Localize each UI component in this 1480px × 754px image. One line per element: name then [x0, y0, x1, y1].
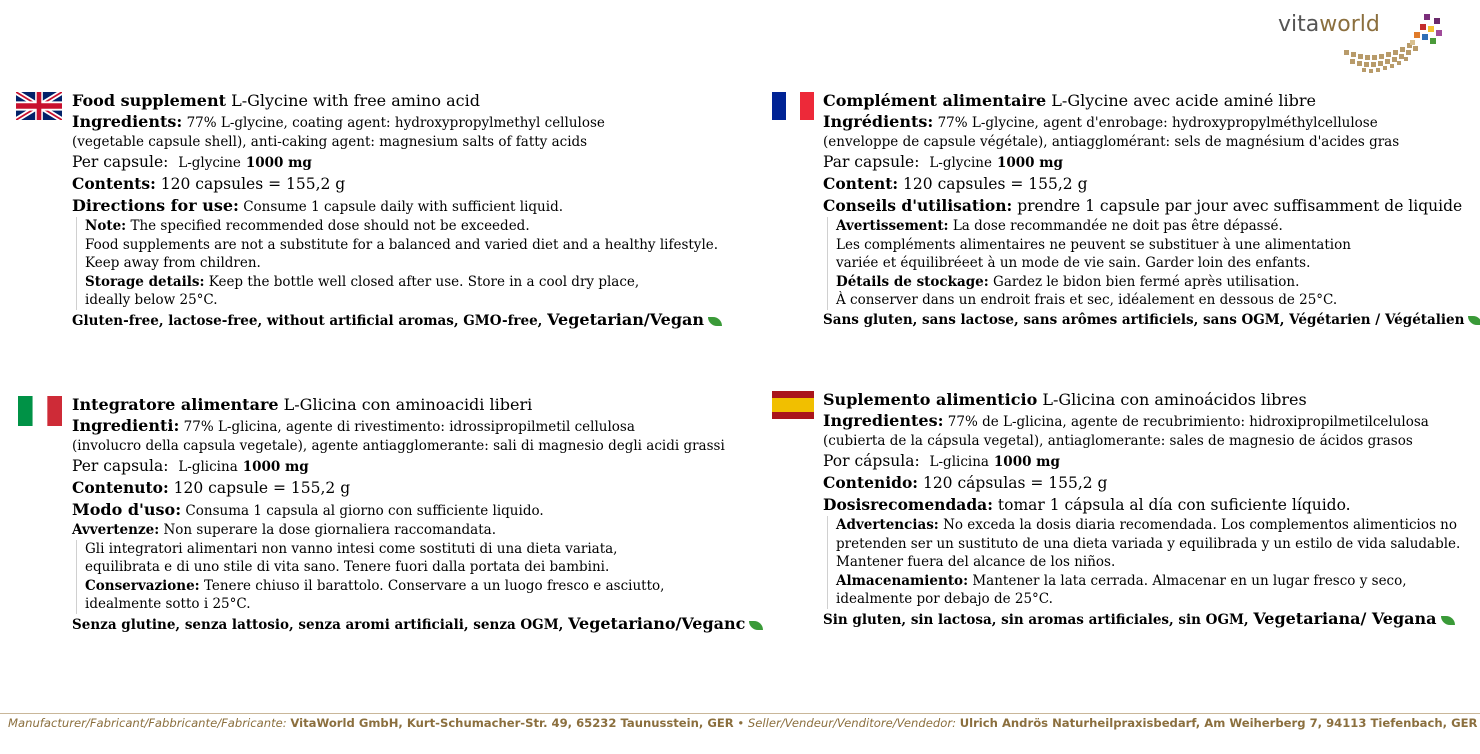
logo-text-vita: vita	[1278, 12, 1320, 37]
seller-value: Ulrich Andrös Naturheilpraxisbedarf, Am Weiherberg 7, 94113 Tiefenbach, GER	[959, 716, 1478, 730]
per-capsule: Per capsule: L-glycine 1000 mg	[72, 153, 312, 171]
per-capsule: Por cápsula: L-glicina 1000 mg	[823, 452, 1060, 470]
leaf-icon	[708, 317, 722, 326]
leaf-icon	[1441, 616, 1455, 625]
ingredients: Ingredientes: 77% de L-glicina, agente de recubrimiento: hidroxipropilmetilcelulosa	[823, 411, 1429, 430]
directions: Dosisrecomendada: tomar 1 cápsula al día con suficiente líquido.	[823, 495, 1351, 514]
ingredients: Ingrédients: 77% L-glycine, agent d'enrobage: hydroxypropylméthylcellulose	[823, 112, 1378, 131]
seller-label: Seller/Vendeur/Venditore/Vendedor:	[747, 716, 960, 730]
spain-flag-icon	[772, 391, 814, 419]
ingredients: Ingredienti: 77% L-glicina, agente di rivestimento: idrossipropilmetil cellulosa	[72, 416, 635, 435]
notes: Note: The specified recommended dose should not be exceeded. Food supplements are not a substitute for a balanced and varied diet and a healthy lifestyle. Keep away from children. Storage details: Keep the bottle well closed after use. Store in a cool dry place, ideally below 25°C.	[76, 217, 792, 310]
leaf-icon	[1468, 316, 1480, 325]
diet-info: Sans gluten, sans lactose, sans arômes artificiels, sans OGM, Végétarien / Végétalien	[823, 310, 1473, 330]
notes: Advertencias: No exceda la dosis diaria recomendada. Los complementos alimenticios no pretenden ser un sustituto de una dieta variada y equilibrada y un estilo de vida saludable. Mantener fuera del alcance de los niños. Almacenamiento: Mantener la lata cerrada. Almacenar en un lugar fresco y seco, idealmente por debajo de 25°C.	[827, 516, 1473, 609]
contents: Contents: 120 capsules = 155,2 g	[72, 174, 346, 193]
notes: Gli integratori alimentari non vanno intesi come sostituti di una dieta variata, equilibrata e di uno stile di vita sano. Tenere fuori dalla portata dei bambini. Conservazione: Tenere chiuso il barattolo. Conservare a un luogo fresco e asciutto, idealmente sotto i 25°C.	[76, 540, 792, 614]
france-flag-icon	[772, 92, 814, 120]
ingredients-cont: (vegetable capsule shell), anti-caking agent: magnesium salts of fatty acids	[72, 134, 588, 150]
contents: Contenuto: 120 capsule = 155,2 g	[72, 478, 351, 497]
contents: Content: 120 capsules = 155,2 g	[823, 174, 1088, 193]
manufacturer-label: Manufacturer/Fabricant/Fabbricante/Fabricante:	[8, 716, 291, 730]
contents: Contenido: 120 cápsulas = 155,2 g	[823, 473, 1108, 492]
diet-info: Sin gluten, sin lactosa, sin aromas artificiales, sin OGM, Vegetariana/ Vegana	[823, 609, 1473, 630]
italian-section	[72, 394, 792, 635]
per-capsule: Par capsule: L-glycine 1000 mg	[823, 153, 1063, 171]
product-title: Complément alimentaire L-Glycine avec acide aminé libre	[823, 91, 1316, 110]
ingredients-cont: (cubierta de la cápsula vegetal), antiaglomerante: sales de magnesio de ácidos grasos	[823, 433, 1413, 449]
logo-text-world: world	[1319, 12, 1380, 37]
directions: Conseils d'utilisation: prendre 1 capsule par jour avec suffisamment de liquide	[823, 196, 1463, 215]
directions: Modo d'uso: Consuma 1 capsula al giorno con sufficiente liquido.	[72, 500, 544, 519]
product-title: Integratore alimentare L-Glicina con aminoacidi liberi	[72, 395, 533, 414]
footer	[8, 716, 1477, 730]
spanish-section	[823, 389, 1473, 630]
per-capsule: Per capsula: L-glicina 1000 mg	[72, 457, 309, 475]
warning: Avvertenze: Non superare la dose giornaliera raccomandata.	[72, 522, 496, 538]
diet-info: Gluten-free, lactose-free, without artificial aromas, GMO-free, Vegetarian/Vegan	[72, 310, 792, 331]
notes: Avertissement: La dose recommandée ne doit pas être dépassé. Les compléments alimentaires ne peuvent se substituer à une alimentation variée et équilibréeet à un mode de vie sain. Garder loin des enfants. Détails de stockage: Gardez le bidon bien fermé après utilisation. À conserver dans un endroit frais et sec, idéalement en dessous de 25°C.	[827, 217, 1473, 310]
manufacturer-value: VitaWorld GmbH, Kurt-Schumacher-Str. 49, 65232 Taunusstein, GER	[290, 716, 734, 730]
uk-flag-icon	[16, 92, 62, 120]
footer-separator: •	[733, 716, 748, 730]
product-title: Suplemento alimenticio L-Glicina con aminoácidos libres	[823, 390, 1307, 409]
english-section	[72, 90, 792, 331]
product-title: Food supplement L-Glycine with free amino acid	[72, 91, 480, 110]
vitaworld-logo	[1272, 6, 1452, 76]
footer-divider	[0, 713, 1480, 714]
ingredients-cont: (involucro della capsula vegetale), agente antiagglomerante: sali di magnesio degli acidi grassi	[72, 438, 725, 454]
diet-info: Senza glutine, senza lattosio, senza aromi artificiali, senza OGM, Vegetariano/Veganc	[72, 614, 792, 635]
logo-mosaic-icon	[1334, 10, 1452, 78]
ingredients: Ingredients: 77% L-glycine, coating agent: hydroxypropylmethyl cellulose	[72, 112, 605, 131]
ingredients-cont: (enveloppe de capsule végétale), antiagglomérant: sels de magnésium d'acides gras	[823, 134, 1400, 150]
leaf-icon	[749, 621, 763, 630]
italy-flag-icon	[18, 396, 62, 426]
directions: Directions for use: Consume 1 capsule daily with sufficient liquid.	[72, 196, 563, 215]
french-section	[823, 90, 1473, 330]
